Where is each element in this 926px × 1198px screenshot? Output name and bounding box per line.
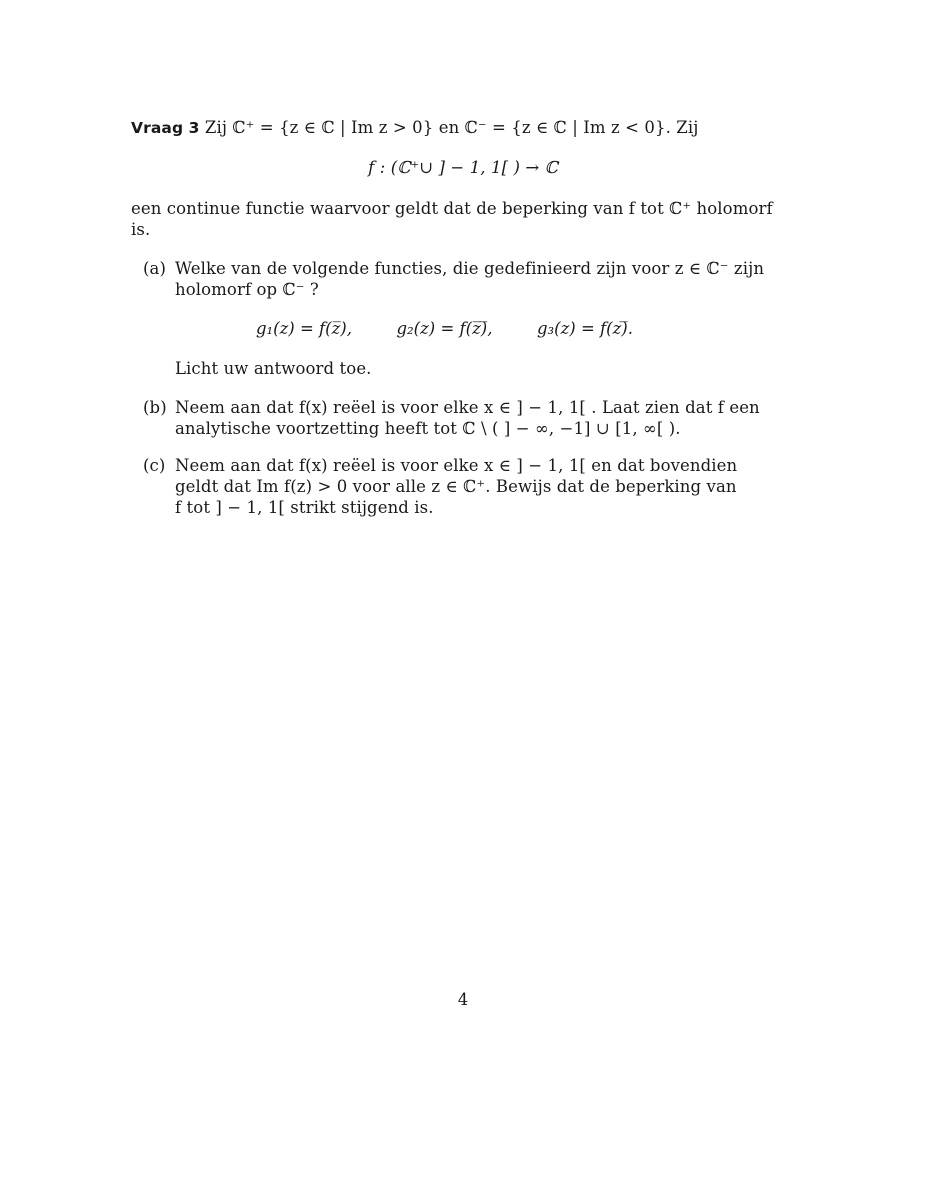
part-c-label: (c) xyxy=(143,456,166,475)
question-label: Vraag 3 xyxy=(131,119,200,137)
part-b-line-1: Neem aan dat f(x) reëel is voor elke x ∈ ] − 1, 1[ . Laat zien dat f een xyxy=(175,398,760,417)
part-a-label: (a) xyxy=(143,259,167,278)
part-c-line-1: Neem aan dat f(x) reëel is voor elke x ∈ ] − 1, 1[ en dat bovendien xyxy=(175,456,738,475)
part-a-line-2: holomorf op ℂ⁻ ? xyxy=(175,280,319,299)
part-b-line-2: analytische voortzetting heeft tot ℂ \ ( ] − ∞, −1] ∪ [1, ∞[ ). xyxy=(175,419,681,438)
function-definition: f : (ℂ⁺∪ ] − 1, 1[ ) → ℂ xyxy=(368,158,558,177)
function-g2: g₂(z) = f(z̅)̅, xyxy=(396,319,493,338)
page-number: 4 xyxy=(457,990,469,1009)
question-intro-text: Zij ℂ⁺ = {z ∈ ℂ | Im z > 0} en ℂ⁻ = {z ∈ ℂ | Im z < 0}. Zij xyxy=(204,118,699,137)
part-a-functions xyxy=(256,318,633,340)
part-b-label: (b) xyxy=(143,398,167,417)
question-intro-line-1 xyxy=(131,117,698,139)
question-intro-line-3: is. xyxy=(131,220,151,239)
function-g3: g₃(z) = f(z)̅. xyxy=(536,319,633,338)
part-c-line-2: geldt dat Im f(z) > 0 voor alle z ∈ ℂ⁺. Bewijs dat de beperking van xyxy=(175,477,737,496)
question-intro-line-2: een continue functie waarvoor geldt dat de beperking van f tot ℂ⁺ holomorf xyxy=(131,199,773,218)
function-g1: g₁(z) = f(z̅), xyxy=(256,319,352,338)
part-a-line-3: Licht uw antwoord toe. xyxy=(175,359,372,378)
part-a-line-1: Welke van de volgende functies, die gedefinieerd zijn voor z ∈ ℂ⁻ zijn xyxy=(175,259,765,278)
part-c-line-3: f tot ] − 1, 1[ strikt stijgend is. xyxy=(175,498,434,517)
